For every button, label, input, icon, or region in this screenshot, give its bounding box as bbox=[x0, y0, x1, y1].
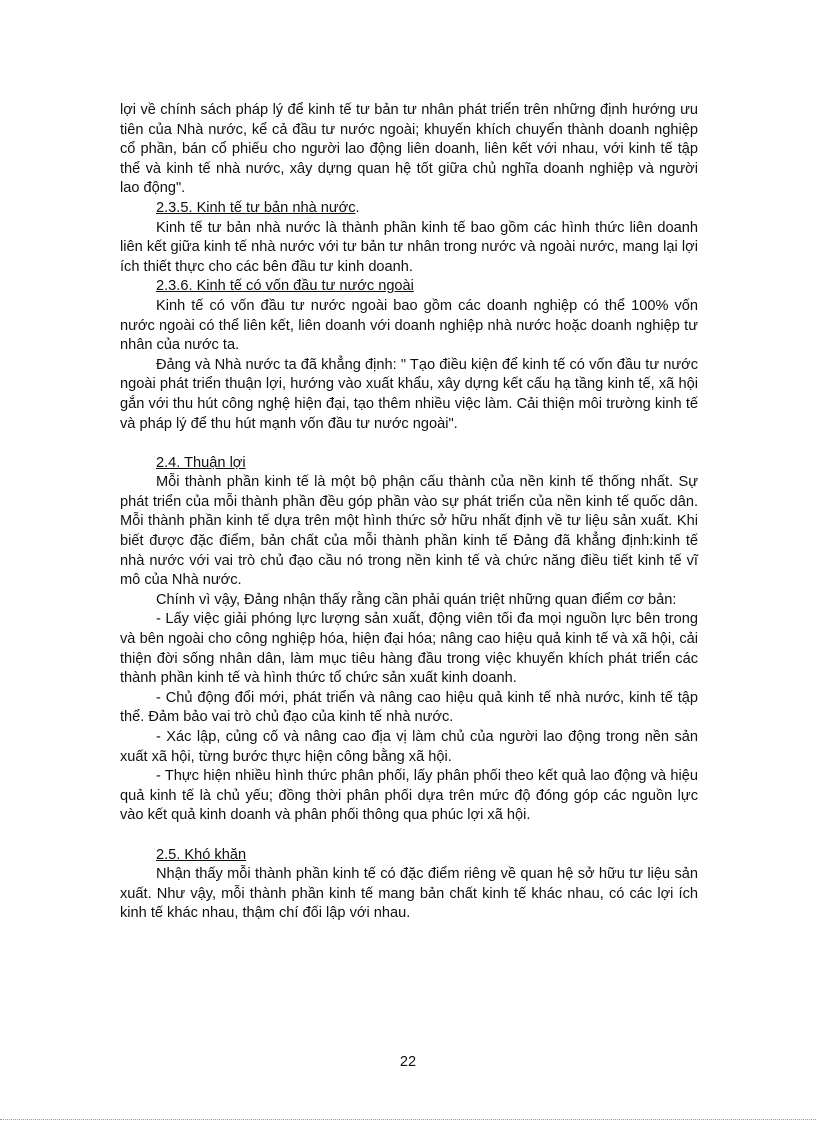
section-2-3-5-title-end: . bbox=[355, 199, 360, 216]
section-2-3-6-paragraph-1: Kinh tế có vốn đầu tư nước ngoài bao gồm các doanh nghiệp có thể 100% vốn nước ngoài có thể liên kết, liên doanh với doanh nghiệp nhà nước hoặc doanh nghiệp tư nhân của nước ta. bbox=[120, 297, 698, 354]
section-2-4-paragraph-2: Chính vì vậy, Đảng nhận thấy rằng cần phải quán triệt những quan điểm cơ bản: bbox=[156, 591, 677, 608]
section-2-4-heading bbox=[120, 454, 698, 474]
section-2-3-5-title: 2.3.5. Kinh tế tư bản nhà nước bbox=[156, 199, 356, 216]
document-body bbox=[120, 101, 698, 924]
bullet-item: - Lấy việc giải phóng lực lượng sản xuất, động viên tối đa mọi nguồn lực bên trong và bên ngoài cho công nghiệp hóa, hiện đại hóa; nâng cao hiệu quả kinh tế và xã hội, cải thiện đời sống nhân dân, làm mục tiêu hàng đầu trong việc khuyến khích phát triển các thành phần kinh tế và hình thức tổ chức sản xuất kinh doanh. bbox=[120, 611, 698, 687]
section-2-5-paragraph: Nhận thấy mỗi thành phần kinh tế có đặc điểm riêng về quan hệ sở hữu tư liệu sản xuất. Như vậy, mỗi thành phần kinh tế mang bản chất kinh tế khác nhau, có các lợi ích kinh tế khác nhau, thậm chí đối lập với nhau. bbox=[120, 866, 698, 922]
section-2-4-title: 2.4. Thuận lợi bbox=[156, 454, 246, 471]
section-2-3-5-paragraph: Kinh tế tư bản nhà nước là thành phần kinh tế bao gồm các hình thức liên doanh liên kết giữa kinh tế nhà nước với tư bản tư nhân trong nước và ngoài nước, mang lại lợi ích thiết thực cho các bên đầu tư kinh doanh. bbox=[120, 219, 698, 275]
section-2-3-6-heading bbox=[120, 277, 698, 297]
bullet-item: - Xác lập, củng cố và nâng cao địa vị làm chủ của người lao động trong nền sản xuất xã hội, từng bước thực hiện công bằng xã hội. bbox=[120, 729, 698, 765]
page-number: 22 bbox=[399, 1054, 417, 1070]
section-2-3-6-paragraph-2: Đảng và Nhà nước ta đã khẳng định: " Tạo điều kiện để kinh tế có vốn đầu tư nước ngoài phát triển thuận lợi, hướng vào xuất khẩu, xây dựng kết cấu hạ tầng kinh tế, xã hội gắn với thu hút công nghệ hiện đại, tạo thêm nhiều việc làm. Cải thiện môi trường kinh tế và pháp lý để thu hút mạnh vốn đầu tư nước ngoài". bbox=[120, 356, 698, 432]
spacer bbox=[120, 826, 698, 846]
bullet-item: - Chủ động đổi mới, phát triển và nâng cao hiệu quả kinh tế nhà nước, kinh tế tập thể. Đảm bảo vai trò chủ đạo của kinh tế nhà nước. bbox=[120, 689, 698, 726]
section-2-5-heading bbox=[120, 846, 698, 866]
page-bottom-rule bbox=[0, 1119, 816, 1120]
intro-paragraph: lợi về chính sách pháp lý để kinh tế tư bản tư nhân phát triển trên những định hướng ưu tiên của Nhà nước, kể cả đầu tư nước ngoài; khuyến khích chuyển thành doanh nghiệp cổ phần, bán cổ phiếu cho người lao động liên doanh, liên kết với nhau, với kinh tế tập thể và kinh tế nhà nước, xây dựng quan hệ tốt giữa chủ nghĩa doanh nghiệp và người lao động". bbox=[120, 102, 698, 197]
spacer bbox=[120, 434, 698, 454]
bullet-item: - Thực hiện nhiều hình thức phân phối, lấy phân phối theo kết quả lao động và hiệu quả kinh tế là chủ yếu; đồng thời phân phối dựa trên mức độ đóng góp các nguồn lực vào kết quả kinh doanh và phân phối thông qua phúc lợi xã hội. bbox=[120, 768, 698, 824]
section-2-4-paragraph-1: Mỗi thành phần kinh tế là một bộ phận cấu thành của nền kinh tế thống nhất. Sự phát triển của mỗi thành phần đều góp phần vào sự phát triển của nền kinh tế quốc dân. Mỗi thành phần kinh tế dựa trên một hình thức sở hữu nhất định về tư liệu sản xuất. Khi biết được đặc điểm, bản chất của mỗi thành phần kinh tế Đảng đã khẳng định:kinh tế nhà nước với vai trò chủ đạo cầu nó trong nền kinh tế và chức năng điều tiết kinh tế vĩ mô của Nhà nước. bbox=[120, 474, 698, 589]
section-2-5-title: 2.5. Khó khăn bbox=[156, 846, 247, 863]
section-2-3-6-title: 2.3.6. Kinh tế có vốn đầu tư nước ngoài bbox=[156, 278, 414, 295]
section-2-3-5-heading bbox=[120, 199, 698, 219]
